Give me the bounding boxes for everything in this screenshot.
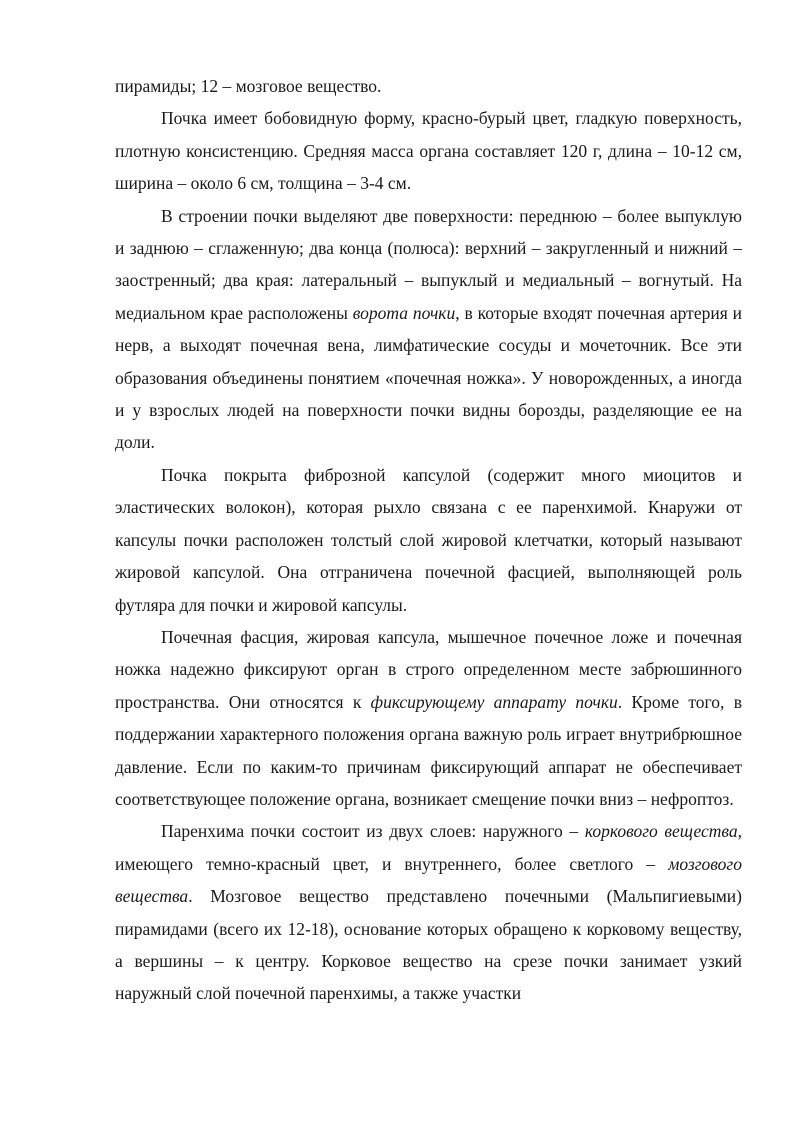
text-segment: Почка имеет бобовидную форму, красно-бурый цвет, гладкую поверхность, плотную консистенцию. Средняя масса органа составляет 120 г, длина – 10-12 см, ширина – около 6 см, толщина – 3-4 см. — [115, 108, 742, 194]
text-segment: . Мозговое вещество представлено почечными (Мальпигиевыми) пирамидами (всего их 12-18), основание которых обращено к корковому веществу, а вершины – к центру. Корковое вещество на срезе почки занимает узкий наружный слой почечной паренхимы, а также участки — [115, 886, 742, 1004]
paragraph-fixing-apparatus — [115, 621, 742, 815]
text-segment: Почка покрыта фиброзной капсулой (содержит много миоцитов и эластических волокон), которая рыхло связана с ее паренхимой. Кнаружи от капсулы почки расположен толстый слой жировой клетчатки, который называют жировой капсулой. Она отграничена почечной фасцией, выполняющей роль футляра для почки и жировой капсулы. — [115, 464, 742, 615]
paragraph-kidney-capsule — [115, 459, 742, 621]
italic-term: ворота почки — [352, 302, 456, 323]
text-segment: Паренхима почки состоит из двух слоев: наружного – — [161, 821, 585, 842]
document-page — [115, 70, 742, 1010]
text-segment: Почечная фасция, жировая капсула, мышечное почечное ложе и почечная ножка надежно фиксируют орган в строго определенном месте забрюшинного пространства. Они относятся к — [115, 626, 742, 712]
text-segment: В строении почки выделяют две поверхности: переднюю – более выпуклую и заднюю – сглаженную; два конца (полюса): верхний – закругленный и нижний – заостренный; два края: латеральный – выпуклый и медиальный – вогнутый. На медиальном крае расположены — [115, 205, 742, 323]
text-segment: . Кроме того, в поддержании характерного положения органа важную роль играет внутрибрюшное давление. Если по каким-то причинам фиксирующий аппарат не обеспечивает соответствующее положение органа, возникает смещение почки вниз – нефроптоз. — [115, 691, 742, 809]
text-segment: , в которые входят почечная артерия и нерв, а выходят почечная вена, лимфатические сосуды и мочеточник. Все эти образования объединены понятием «почечная ножка». У новорожденных, а иногда и у взрослых людей на поверхности почки видны борозды, разделяющие ее на доли. — [115, 302, 743, 453]
text-segment: пирамиды; 12 – мозговое вещество. — [115, 76, 382, 96]
italic-term: мозгового вещества — [115, 853, 742, 907]
paragraph-kidney-structure — [115, 200, 742, 459]
italic-term: фиксирующему аппарату почки — [370, 691, 618, 712]
italic-term: коркового вещества — [584, 821, 738, 842]
paragraph-kidney-shape — [115, 102, 742, 199]
paragraph-parenchyma — [115, 815, 742, 1009]
paragraph-continuation — [115, 70, 742, 102]
text-segment: , имеющего темно-красный цвет, и внутреннего, более светлого – — [115, 821, 742, 874]
